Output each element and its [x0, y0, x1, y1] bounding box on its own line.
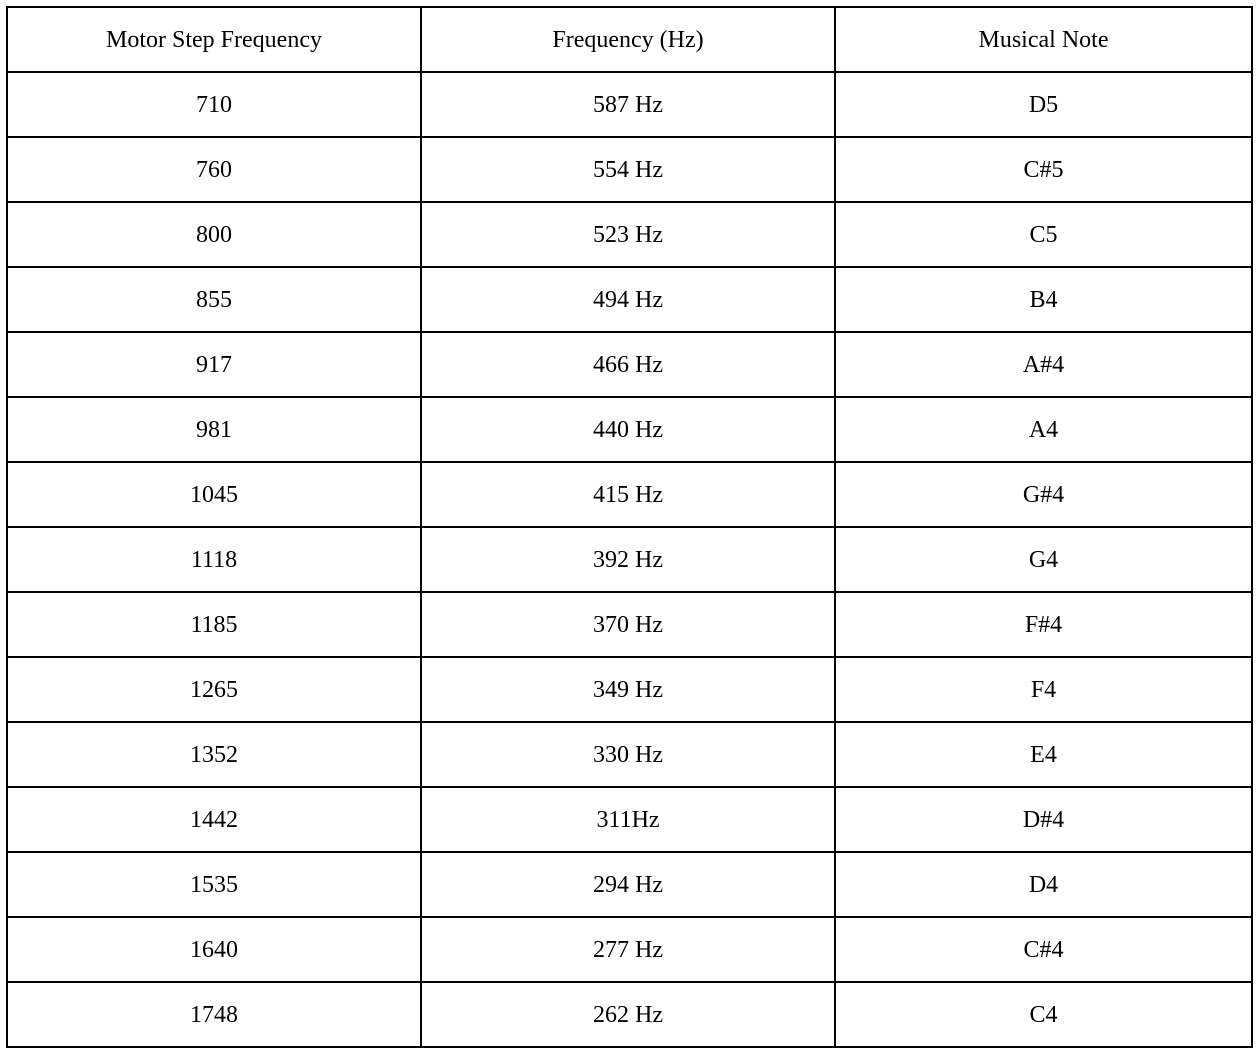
table-row: [7, 917, 1252, 982]
table-row: [7, 267, 1252, 332]
cell-musical-note: B4: [835, 267, 1252, 332]
cell-frequency-hz: 262 Hz: [421, 982, 835, 1047]
cell-musical-note: C#4: [835, 917, 1252, 982]
cell-frequency-hz: 554 Hz: [421, 137, 835, 202]
cell-frequency-hz: 466 Hz: [421, 332, 835, 397]
cell-motor-step-frequency: 1442: [7, 787, 421, 852]
header-musical-note: Musical Note: [835, 7, 1252, 72]
cell-musical-note: A4: [835, 397, 1252, 462]
cell-frequency-hz: 494 Hz: [421, 267, 835, 332]
cell-frequency-hz: 330 Hz: [421, 722, 835, 787]
frequency-note-table: [6, 6, 1253, 1048]
cell-motor-step-frequency: 855: [7, 267, 421, 332]
cell-musical-note: D5: [835, 72, 1252, 137]
cell-musical-note: E4: [835, 722, 1252, 787]
table-row: [7, 982, 1252, 1047]
cell-motor-step-frequency: 981: [7, 397, 421, 462]
header-motor-step-frequency: Motor Step Frequency: [7, 7, 421, 72]
cell-frequency-hz: 277 Hz: [421, 917, 835, 982]
cell-motor-step-frequency: 1748: [7, 982, 421, 1047]
cell-motor-step-frequency: 1640: [7, 917, 421, 982]
cell-musical-note: G#4: [835, 462, 1252, 527]
cell-motor-step-frequency: 1535: [7, 852, 421, 917]
table-body: [7, 72, 1252, 1047]
cell-frequency-hz: 440 Hz: [421, 397, 835, 462]
cell-musical-note: G4: [835, 527, 1252, 592]
cell-musical-note: D#4: [835, 787, 1252, 852]
table-header-row: [7, 7, 1252, 72]
table-row: [7, 657, 1252, 722]
table-row: [7, 787, 1252, 852]
cell-motor-step-frequency: 760: [7, 137, 421, 202]
cell-motor-step-frequency: 1352: [7, 722, 421, 787]
table-row: [7, 852, 1252, 917]
cell-motor-step-frequency: 1118: [7, 527, 421, 592]
table-row: [7, 722, 1252, 787]
cell-musical-note: C5: [835, 202, 1252, 267]
cell-frequency-hz: 415 Hz: [421, 462, 835, 527]
cell-frequency-hz: 349 Hz: [421, 657, 835, 722]
table-row: [7, 397, 1252, 462]
cell-musical-note: F#4: [835, 592, 1252, 657]
cell-musical-note: F4: [835, 657, 1252, 722]
cell-frequency-hz: 294 Hz: [421, 852, 835, 917]
header-frequency-hz: Frequency (Hz): [421, 7, 835, 72]
table-row: [7, 527, 1252, 592]
cell-motor-step-frequency: 1265: [7, 657, 421, 722]
cell-frequency-hz: 523 Hz: [421, 202, 835, 267]
cell-motor-step-frequency: 1045: [7, 462, 421, 527]
cell-motor-step-frequency: 800: [7, 202, 421, 267]
cell-musical-note: C4: [835, 982, 1252, 1047]
cell-motor-step-frequency: 917: [7, 332, 421, 397]
table-row: [7, 332, 1252, 397]
cell-motor-step-frequency: 710: [7, 72, 421, 137]
cell-frequency-hz: 311Hz: [421, 787, 835, 852]
cell-frequency-hz: 392 Hz: [421, 527, 835, 592]
cell-frequency-hz: 587 Hz: [421, 72, 835, 137]
table-row: [7, 72, 1252, 137]
cell-frequency-hz: 370 Hz: [421, 592, 835, 657]
table-row: [7, 462, 1252, 527]
table-row: [7, 137, 1252, 202]
table-row: [7, 592, 1252, 657]
cell-musical-note: D4: [835, 852, 1252, 917]
table-row: [7, 202, 1252, 267]
cell-musical-note: C#5: [835, 137, 1252, 202]
cell-motor-step-frequency: 1185: [7, 592, 421, 657]
cell-musical-note: A#4: [835, 332, 1252, 397]
